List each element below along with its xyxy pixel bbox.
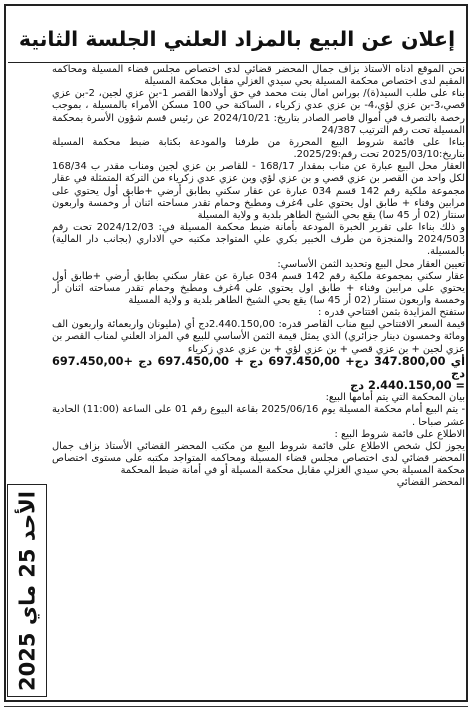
session-heading: بيان المحكمة التي يتم أمامها البيع:	[325, 392, 465, 404]
price-sum-total: = 2.440.150,00 دج	[350, 379, 465, 393]
intro-paragraph: نحن الموقع أدناه الأستاذ بزاف جمال المحضر قضائي لدى اختصاص مجلس قضاء المسيلة ومحاكمه المقيم لدى اختصاص محكمة المسيلة بحي سيدي الغزلي مقابل محكمة المسيلة	[52, 64, 465, 88]
property-paragraph: العقار محل البيع عبارة عن مناب بمقدار 168/17 - للقاصر بن عزي لجين ومناب مقدر ب 168/34 لكل واحد من القصر بن عزي قصي و بن عزي لؤي وبن عزي عدي زكرياء من التركة المتمثلة في عقار مجموعة ملكية رقم 142 قسم 034 عبارة عن عقار سكني بطابق أرضي +طابق أول يحتوي على مرابين وفناء + طابق اول يحتوي على 4غرف ومطبخ وحمام تقدر مساحته اثنان أر وخمسة واربعون سنتار (02 أر 45 سا) يقع بحي الشيخ الطاهر بلدية و ولاية المسيلة	[52, 161, 465, 221]
expertise-paragraph: و ذلك بناءا على تقرير الخبرة المودعة بأمانة ضبط محكمة المسيلة في: 2024/12/03 تحت رقم 2024/503 والمنجزة من طرف الخبير بكري علي المتواجد مكتبه حي الاداري (بجانب دار المالية) بالمسيلة.	[52, 222, 465, 258]
conditions-paragraph: بناءا على قائمة شروط البيع المحررة من طرفنا والمودعة بكتابة ضبط محكمة المسيلة بتاريخ:2025/03/10 تحت رقم:2025/29.	[52, 136, 465, 161]
opening-price-body: قيمة السعر الافتتاحي لبيع مناب القاصر قدره: 2.440.150,00دج أي (مليونان واربعمائة واربعون الف ومائة وخمسون دينار جزائري) الذي يمثل قيمة الثمن الأساسي للبيع في المزاد العلني لمناب القصر بن عزي لجين + بن عزي قصي + بن عزي لؤي + بن عزي عدي زكرياء	[52, 319, 465, 355]
price-section-heading: تعيين العقار محل البيع وتحديد الثمن الأساسي:	[277, 258, 465, 270]
notice-title: إعلان عن البيع بالمزاد العلني الجلسة الثانية	[18, 27, 456, 51]
session-body: - يتم البيع أمام محكمة المسيلة يوم 2025/06/16 بقاعة البيوع رقم 01 على الساعة (11:00) الحادية عشر صباحا .	[52, 404, 465, 428]
inspection-body: يجوز لكل شخص الاطلاع على قائمة شروط البيع من مكتب المحضر القضائي الأستاذ بزاف جمال المحضر قضائي لدى اختصاص مجلس قضاء المسيلة ومحاكمه المتواجد مكتبه على مستوى اختصاص محكمة المسيلة بحي سيدي الغزلي مقابل محكمة المسيلة أو في أمانة ضبط المحكمة	[52, 440, 465, 477]
notice-body	[52, 64, 465, 705]
price-section-body: عقار سكني بمجموعة ملكية رقم 142 قسم 034 عبارة عن عقار سكني بطابق أرضي +طابق أول يحتوي على مرابين وفناء + طابق اول يحتوي على 4غرف ومطبخ وحمام تقدر مساحته اثنان أر وخمسة واربعون سنتار (02 أر 45 سا) يقع بحي الشيخ الطاهر بلدية و ولاية المسيلة	[52, 270, 465, 306]
inspection-heading: الاطلاع على قائمة شروط البيع :	[334, 428, 465, 440]
issue-date: الأحد 25 ماي 2025	[15, 491, 40, 691]
price-sum-line: أي 347.800,00 دج+ 697.450,00 دج + 697.450,00 دج +697.450,00 دج	[52, 354, 465, 380]
opening-price-label: ستفتح المزايدة بثمن افتتاحي قدره :	[318, 307, 465, 319]
title-divider	[8, 62, 466, 63]
footer-divider	[4, 706, 468, 707]
requester-paragraph: بناء على طلب السيد(ة)/ بوراس امال بنت محمد في حق أولادها القصر 1-بن عزي لجين، 2-بن عزي قصي،3-بن عزي لؤي،4- بن عزي عدي زكرياء ، الساكنة حي 100 مسكن الأمراء بالمسيلة ، بموجب رخصة بالتصرف في أموال قاصر الصادر بتاريخ: 2024/10/21 عن رئيس قسم شؤون الأسرة بمحكمة المسيلة تحت رقم الترتيب 24/387	[52, 88, 465, 136]
signature: المحضر القضائي	[396, 477, 465, 489]
date-strip	[7, 484, 47, 697]
